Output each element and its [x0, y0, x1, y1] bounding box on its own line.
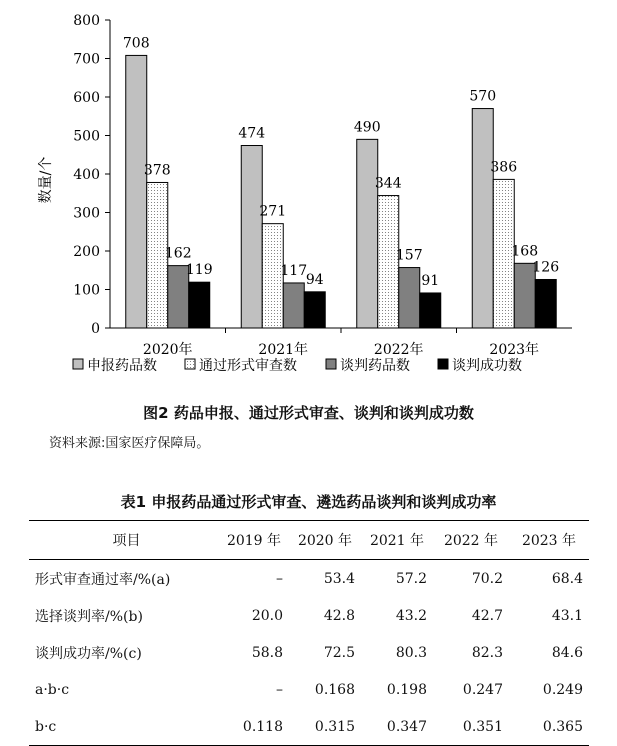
table-cell: 0.198	[386, 681, 427, 698]
table-title: 表1 申报药品通过形式审查、遴选药品谈判和谈判成功率	[120, 493, 497, 511]
table-row	[29, 597, 589, 634]
y-tick-label: 500	[73, 128, 100, 145]
rates-table	[29, 520, 589, 746]
table-cell: 42.7	[471, 607, 503, 624]
legend-swatch	[185, 359, 195, 369]
table-cell: 53.4	[323, 570, 355, 587]
table-cell: 84.6	[551, 644, 583, 661]
row-label: 形式审查通过率/%(a)	[35, 571, 171, 588]
header-2023: 2023 年	[521, 533, 577, 549]
legend-swatch	[326, 359, 336, 369]
table-row	[29, 708, 589, 746]
y-tick-label: 0	[91, 321, 100, 337]
bar	[420, 293, 441, 328]
x-tick-label: 2020年	[142, 342, 193, 358]
header-2019: 2019 年	[226, 533, 282, 549]
table-row	[29, 560, 589, 598]
data-label: 474	[238, 125, 266, 142]
bar	[283, 283, 304, 328]
x-tick-label: 2022年	[373, 342, 424, 358]
bar	[535, 279, 556, 328]
legend-swatch	[438, 359, 448, 369]
row-label: 选择谈判率/%(b)	[35, 608, 143, 625]
header-item: 项目	[112, 533, 141, 549]
data-label: 271	[259, 203, 287, 220]
table-cell: 72.5	[323, 644, 355, 661]
row-label: a·b·c	[35, 681, 70, 698]
data-label: 162	[164, 245, 192, 262]
x-tick-label: 2023年	[489, 342, 540, 358]
table-cell: 0.351	[462, 718, 503, 735]
data-label: 157	[395, 247, 423, 264]
bar	[189, 282, 210, 328]
table-cell: –	[276, 681, 283, 698]
bar	[357, 139, 378, 328]
table-row	[29, 671, 589, 708]
table-cell: 0.118	[242, 718, 283, 735]
table-cell: 57.2	[395, 570, 427, 587]
y-tick-label: 400	[73, 167, 100, 183]
y-tick-label: 100	[73, 282, 100, 299]
figure-caption: 图2 药品申报、通过形式审查、谈判和谈判成功数	[143, 404, 474, 422]
table-row	[29, 634, 589, 671]
data-label: 94	[305, 271, 324, 288]
table-cell: 58.8	[251, 644, 283, 661]
table-cell: 0.247	[462, 681, 503, 698]
data-label: 168	[511, 243, 539, 260]
legend-label: 谈判成功数	[452, 358, 522, 374]
table-cell: 70.2	[471, 570, 503, 587]
x-tick-label: 2021年	[258, 342, 309, 358]
bar	[399, 268, 420, 328]
legend-label: 申报药品数	[87, 358, 157, 374]
data-label: 126	[532, 259, 560, 276]
y-axis-label: 数量/个	[38, 156, 54, 204]
table-cell: 0.168	[314, 681, 355, 698]
y-tick-label: 300	[73, 205, 100, 222]
legend-label: 谈判药品数	[340, 358, 410, 374]
data-label: 119	[185, 262, 213, 279]
bar	[472, 109, 493, 328]
data-label: 570	[469, 88, 497, 105]
data-label: 708	[122, 35, 150, 52]
table-cell: 82.3	[471, 644, 503, 661]
legend	[73, 357, 522, 374]
y-tick-label: 600	[73, 90, 100, 106]
table-cell: –	[276, 570, 283, 587]
table-cell: 0.365	[542, 718, 583, 735]
table-cell: 20.0	[251, 607, 283, 624]
table-cell: 68.4	[551, 570, 583, 587]
table-header-row	[29, 521, 589, 560]
table-cell: 0.347	[386, 718, 427, 735]
header-2021: 2021 年	[369, 533, 425, 549]
data-label: 91	[421, 272, 440, 289]
source-note: 资料来源:国家医疗保障局。	[49, 436, 210, 451]
row-label: 谈判成功率/%(c)	[35, 645, 142, 662]
table-cell: 43.2	[395, 607, 427, 624]
y-tick-label: 800	[73, 13, 100, 29]
bar	[304, 292, 325, 328]
header-2022: 2022 年	[443, 533, 499, 549]
data-label: 117	[280, 262, 308, 279]
table-cell: 42.8	[323, 607, 355, 624]
table-cell: 0.249	[542, 681, 583, 698]
data-label: 386	[490, 159, 518, 176]
legend-swatch	[73, 359, 83, 369]
bar	[126, 55, 147, 328]
table-cell: 80.3	[395, 644, 427, 661]
table-cell: 0.315	[314, 718, 355, 735]
bar	[241, 146, 262, 328]
data-label: 378	[143, 162, 171, 179]
header-2020: 2020 年	[297, 533, 353, 549]
data-label: 344	[374, 175, 402, 192]
table-cell: 43.1	[551, 607, 583, 624]
row-label: b·c	[35, 718, 57, 735]
data-label: 490	[353, 119, 381, 136]
y-tick-label: 700	[73, 51, 100, 68]
legend-label: 通过形式审查数	[199, 358, 297, 374]
y-tick-label: 200	[73, 244, 100, 260]
